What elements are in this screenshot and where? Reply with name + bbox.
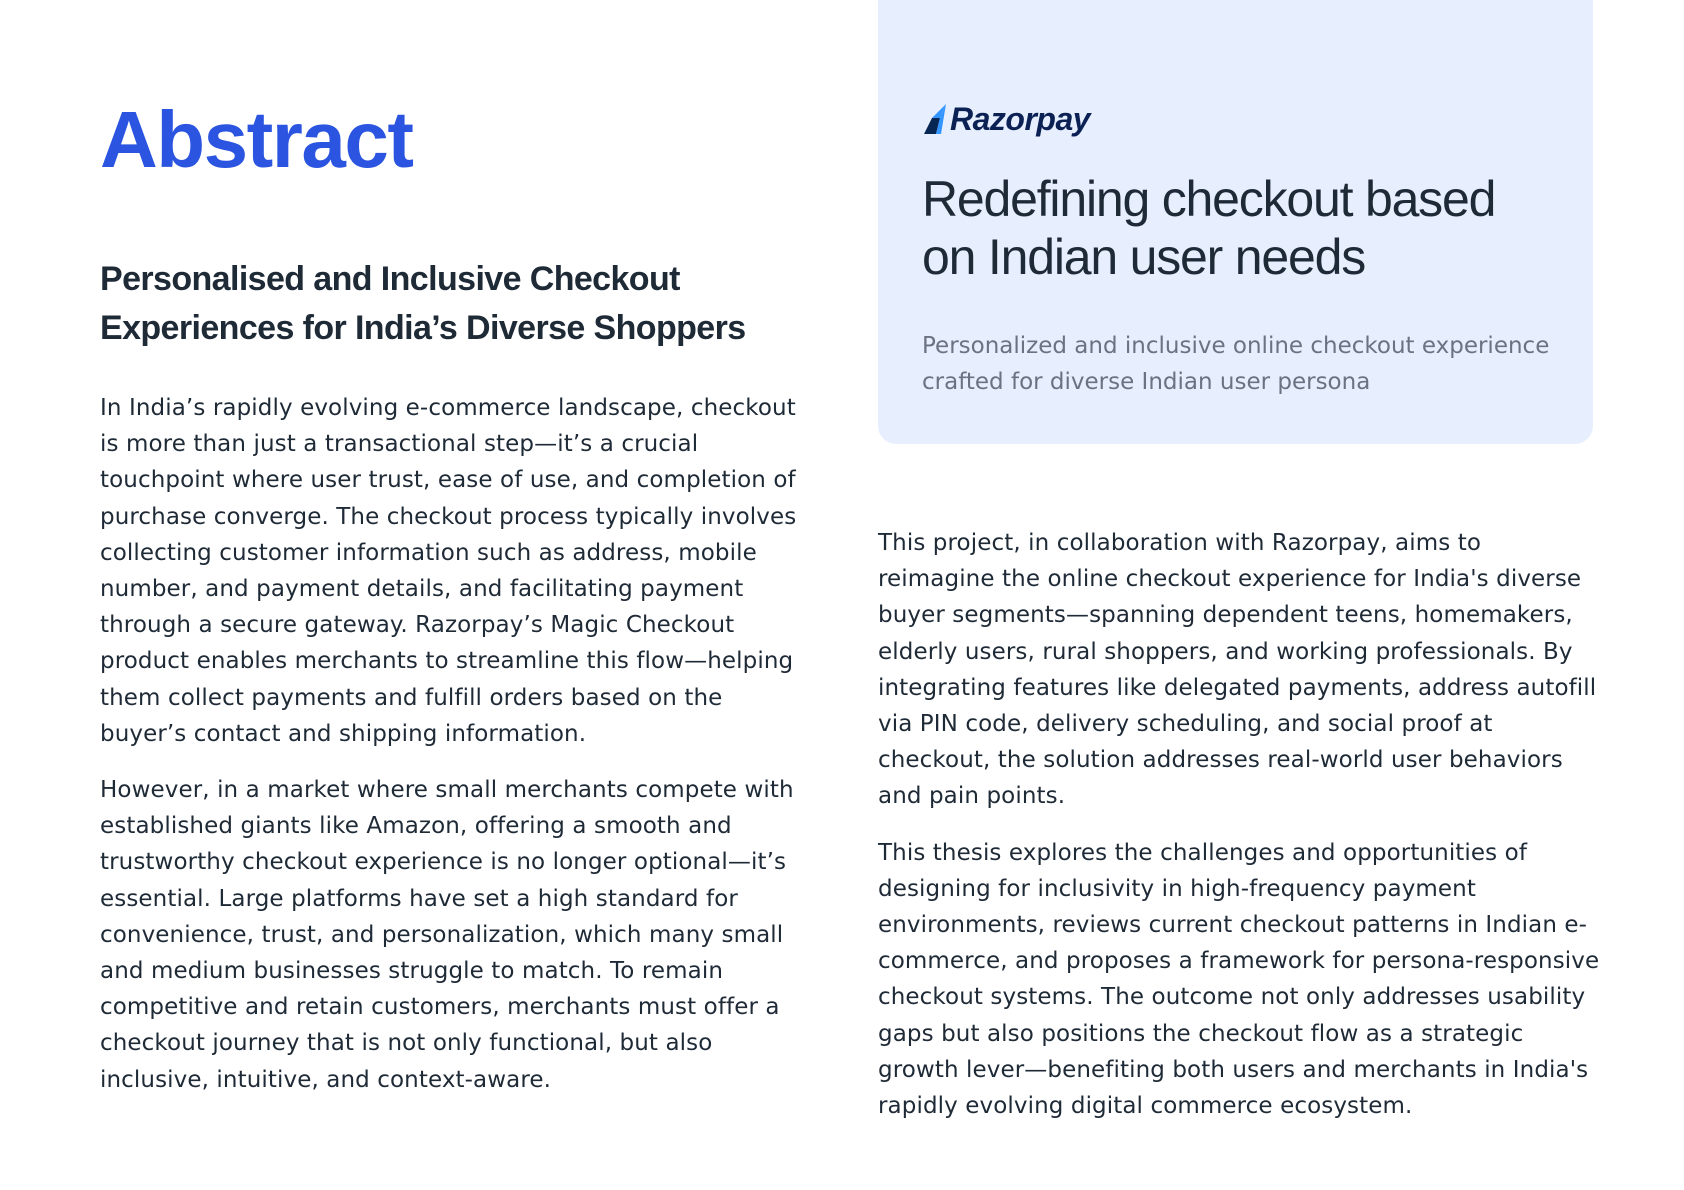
project-summary-card [878,0,1593,444]
right-paragraph-2: This thesis explores the challenges and opportunities of designing for inclusivity in high-frequency payment environments, reviews current checkout patterns in Indian e-commerce, and proposes a framework for persona-responsive checkout systems. The outcome not only addresses usability gaps but also positions the checkout flow as a strategic growth lever—benefiting both users and merchants in India's rapidly evolving digital commerce ecosystem. [878,839,1600,1120]
subtitle [100,255,800,353]
left-paragraph-1: In India’s rapidly evolving e-commerce landscape, checkout is more than just a transactional step—it’s a crucial touchpoint where user trust, ease of use, and completion of purchase converge. The checkout process typically involves collecting customer information such as address, mobile number, and payment details, and facilitating payment through a secure gateway. Razorpay’s Magic Checkout product enables merchants to streamline this flow—helping them collect payments and fulfill orders based on the buyer’s contact and shipping information. [100,395,797,747]
card-heading-line-2: on Indian user needs [922,229,1366,285]
left-paragraph-2: However, in a market where small merchants compete with established giants like Amazon, offering a smooth and trustworthy checkout experience is no longer optional—it’s essential. Large platforms have set a high standard for convenience, trust, and personalization, which many small and medium businesses struggle to match. To remain competitive and retain customers, merchants must offer a checkout journey that is not only functional, but also inclusive, intuitive, and context-aware. [100,777,794,1093]
page-title: Abstract [100,95,413,184]
right-body-text [878,525,1603,1144]
razorpay-logo [922,100,1090,138]
subtitle-line-1: Personalised and Inclusive Checkout [100,260,680,298]
left-body-text [100,390,800,1118]
card-heading-line-1: Redefining checkout based [922,171,1496,227]
subtitle-line-2: Experiences for India’s Diverse Shoppers [100,309,746,347]
logo-text: Razorpay [950,100,1091,137]
right-paragraph-1: This project, in collaboration with Razorpay, aims to reimagine the online checkout experience for India's diverse buyer segments—spanning dependent teens, homemakers, elderly users, rural shoppers, and working professionals. By integrating features like delegated payments, address autofill via PIN code, delivery scheduling, and social proof at checkout, the solution addresses real-world user behaviors and pain points. [878,530,1597,810]
card-heading [922,170,1562,286]
card-description: Personalized and inclusive online checkout experience crafted for diverse Indian user persona [922,333,1550,395]
razorpay-logo-icon [922,104,948,134]
